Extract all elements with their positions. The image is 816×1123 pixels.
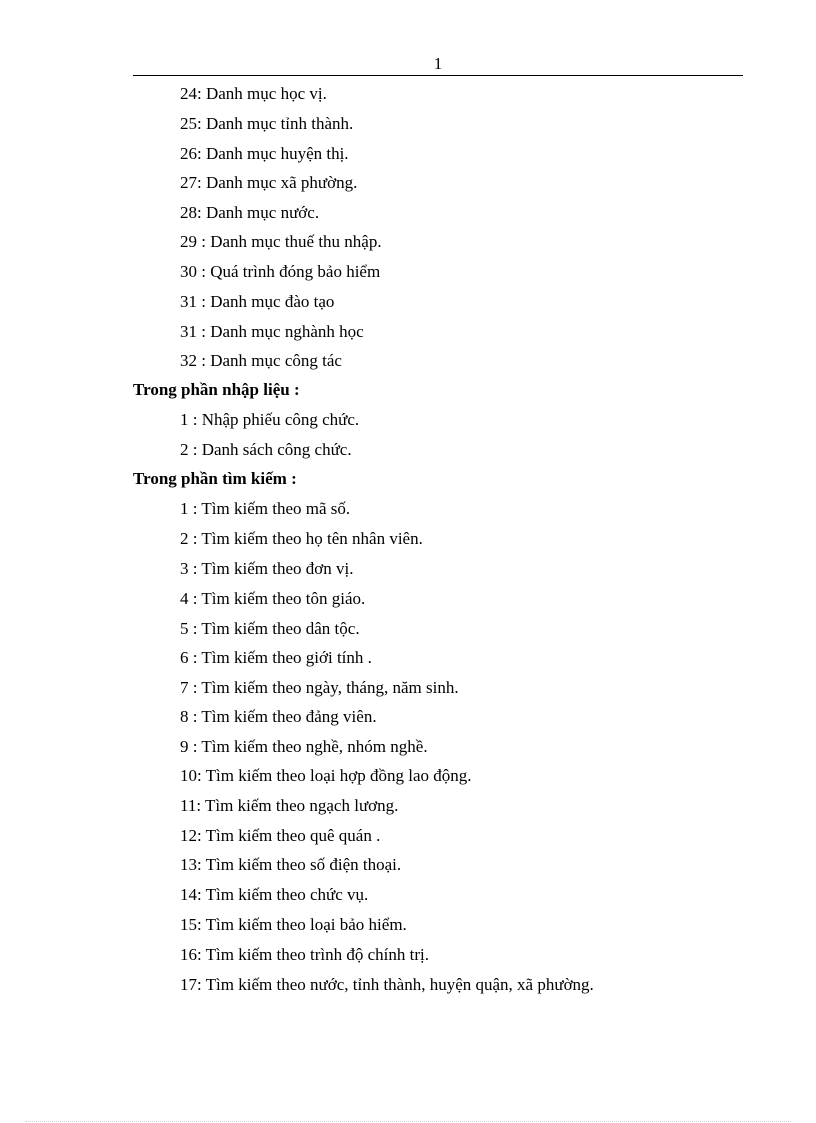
list-item: 2 : Danh sách công chức. [180,440,352,459]
header-rule [133,75,743,76]
list-item: 26: Danh mục huyện thị. [180,144,349,163]
list-item: 14: Tìm kiếm theo chức vụ. [180,885,369,904]
list-item: 27: Danh mục xã phường. [180,173,358,192]
list-item: 15: Tìm kiếm theo loại bảo hiểm. [180,915,407,934]
list-item: 4 : Tìm kiếm theo tôn giáo. [180,589,366,608]
list-item: 17: Tìm kiếm theo nước, tỉnh thành, huyện quận, xã phường. [180,975,594,994]
section-heading-nhap-lieu: Trong phần nhập liệu : [133,380,300,399]
list-item: 7 : Tìm kiếm theo ngày, tháng, năm sinh. [180,678,459,697]
list-item: 16: Tìm kiếm theo trình độ chính trị. [180,945,429,964]
list-item: 5 : Tìm kiếm theo dân tộc. [180,619,360,638]
list-item: 11: Tìm kiếm theo ngạch lương. [180,796,399,815]
list-item: 31 : Danh mục đào tạo [180,292,335,311]
page-bottom-border [25,1121,791,1122]
list-item: 25: Danh mục tỉnh thành. [180,114,354,133]
list-item: 24: Danh mục học vị. [180,84,327,103]
list-item: 8 : Tìm kiếm theo đảng viên. [180,707,377,726]
section-heading-tim-kiem: Trong phần tìm kiếm : [133,469,297,488]
list-item: 2 : Tìm kiếm theo họ tên nhân viên. [180,529,423,548]
list-item: 31 : Danh mục nghành học [180,322,364,341]
page-number: 1 [433,54,443,73]
list-item: 32 : Danh mục công tác [180,351,342,370]
list-item: 6 : Tìm kiếm theo giới tính . [180,648,372,667]
list-item: 12: Tìm kiếm theo quê quán . [180,826,381,845]
list-item: 9 : Tìm kiếm theo nghề, nhóm nghề. [180,737,428,756]
list-item: 28: Danh mục nước. [180,203,320,222]
list-item: 10: Tìm kiếm theo loại hợp đồng lao động. [180,766,472,785]
list-item: 30 : Quá trình đóng bảo hiểm [180,262,381,281]
list-item: 29 : Danh mục thuế thu nhập. [180,232,382,251]
list-item: 1 : Nhập phiếu công chức. [180,410,360,429]
list-item: 1 : Tìm kiếm theo mã số. [180,499,351,518]
list-item: 13: Tìm kiếm theo số điện thoại. [180,855,402,874]
list-item: 3 : Tìm kiếm theo đơn vị. [180,559,354,578]
